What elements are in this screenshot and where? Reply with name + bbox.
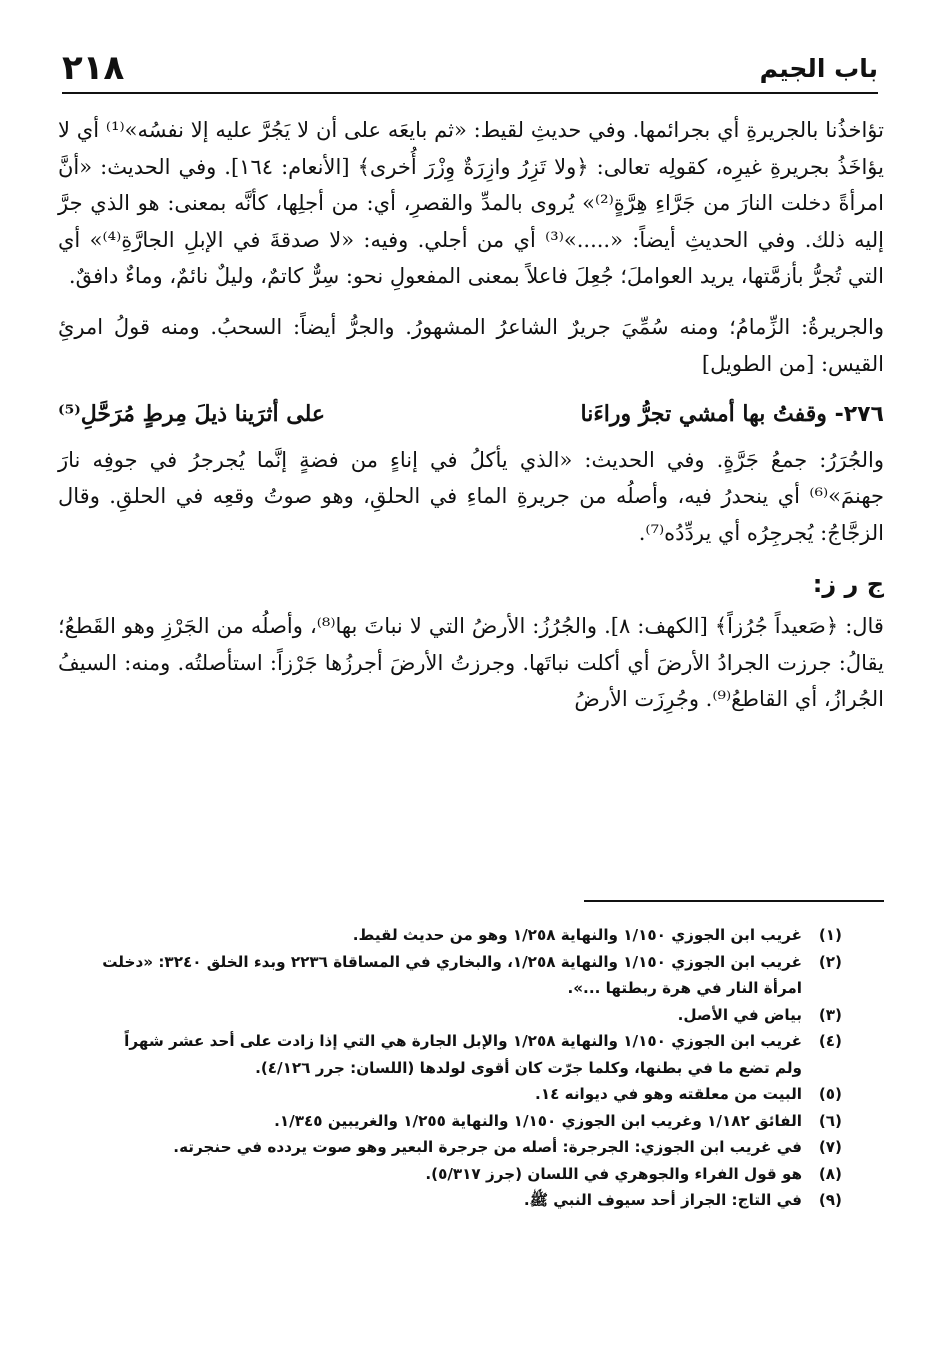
footnote xyxy=(92,1002,842,1029)
footnote-number: (١) xyxy=(818,926,842,944)
footnote-text: غريب ابن الجوزي ١/١٥٠ والنهاية ١/٢٥٨ والإبل الجارة هي التي إذا زادت على أحد عشر شهراً ولم تضع ما في بطنها، وكلما جرّت كان أقوى لولدها (اللسان: جرر ٤/١٢٦). xyxy=(124,1032,802,1077)
poetry-verse xyxy=(58,396,884,434)
footnotes xyxy=(92,922,842,1214)
footnote-number: (٤) xyxy=(818,1032,842,1050)
footnote-text: غريب ابن الجوزي ١/١٥٠ والنهاية ١/٢٥٨، والبخاري في المساقاة ٢٢٣٦ وبدء الخلق ٣٢٤٠: «دخلت امرأة النار في هرة ربطتها ...». xyxy=(102,952,802,997)
footnote-number: (٨) xyxy=(818,1164,842,1183)
footnote-text: هو قول الفراء والجوهري في اللسان (جرز ٥/٣١٧). xyxy=(425,1164,802,1183)
chapter-title: باب الجيم xyxy=(759,54,878,83)
footnote-text: غريب ابن الجوزي ١/١٥٠ والنهاية ١/٢٥٨ وهو من حديث لقيط. xyxy=(352,926,802,944)
footnote xyxy=(92,1028,842,1081)
verse-first-part xyxy=(581,396,884,434)
footnote-number: (٦) xyxy=(818,1111,842,1130)
footnote-text: في غريب ابن الجوزي: الجرجرة: أصله من جرجرة البعير وهو صوت يردده في حنجرته. xyxy=(173,1138,802,1156)
page-header xyxy=(62,48,878,94)
footnote xyxy=(92,1134,842,1161)
root-heading: ج ر ز: xyxy=(812,569,884,598)
verse-second-hemistich: على أثرَينا ذيلَ مِرطٍ مُرَحَّلِ⁽⁵⁾ xyxy=(58,401,326,428)
footnote xyxy=(92,1161,842,1188)
page-number: ٢١٨ xyxy=(62,48,125,88)
verse-number: ٢٧٦- xyxy=(834,402,884,428)
footnote xyxy=(92,949,842,1002)
footnote xyxy=(92,922,842,949)
footnote xyxy=(92,1081,842,1108)
paragraph: والجُرَرُ: جمعُ جَرَّةٍ. وفي الحديث: «الذي يأكلُ في إناءٍ من فضةٍ إنَّما يُجرجرُ في جوفِه نارَ جهنمَ»⁽⁶⁾ أي ينحدرُ فيه، وأصلُه من جريرةِ الماءِ في الحلقِ، وهو صوتُ وقعِه في الحلقِ. وقال الزجَّاجُ: يُجرجِرُه أي يردِّدُه⁽⁷⁾. xyxy=(58,447,884,545)
footnote-separator xyxy=(584,900,884,902)
footnote xyxy=(92,1187,842,1214)
paragraph: تؤاخذُنا بالجريرةِ أي بجرائمها. وفي حديثِ لقيط: «ثم بايعَه على أن لا يَجُرَّ عليه إلا نفسُه»⁽¹⁾ أي لا يؤاخَذُ بجريرةِ غيرِه، كقولِه تعالى: ﴿ولا تَزِرُ وازِرَةٌ وِزْرَ أُخرى﴾ [الأنعام: ١٦٤]. وفي الحديث: «أنَّ امرأةً دخلت النارَ من جَرَّاءِ هِرَّةٍ⁽²⁾» يُروى بالمدِّ والقصرِ، أي: من أجلِها، كأنَّه بمعنى: هو الذي جرَّ إليه ذلك. وفي الحديثِ أيضاً: «.....»⁽³⁾ أي من أجلي. وفيه: «لا صدقةَ في الإبلِ الجارَّةِ⁽⁴⁾» أي التي تُجرُّ بأزمَّتها، يريد العواملَ؛ جُعِلَ فاعلاً بمعنى المفعولِ نحو: سِرٌّ كاتمٌ، وليلٌ نائمٌ، وماءٌ دافقٌ. xyxy=(58,118,885,289)
footnote-number: (٩) xyxy=(818,1191,842,1209)
footnote-number: (٥) xyxy=(818,1085,842,1103)
main-text xyxy=(58,112,884,718)
footnote-text: في التاج: الجراز أحد سيوف النبي ﷺ. xyxy=(523,1191,802,1209)
paragraph: قال: ﴿صَعيداً جُرُزاً﴾ [الكهف: ٨]. والجُرُزُ: الأرضُ التي لا نباتَ بها⁽⁸⁾، وأصلُه من الجَرْزِ وهو القَطعُ؛ يقالُ: جرزت الجرادُ الأرضَ أي أكلت نباتَها. وجرزتُ الأرضَ أجرزُها جَرْزاً: استأصلتُه. ومنه: السيفُ الجُرازُ، أي القاطعُ⁽⁹⁾. وجُرِزَت الأرضُ xyxy=(58,614,884,712)
footnote-text: بياض في الأصل. xyxy=(677,1005,802,1024)
footnote-text: الفائق ١/١٨٢ وغريب ابن الجوزي ١/١٥٠ والنهاية ١/٢٥٥ والغريبين ١/٣٤٥. xyxy=(274,1111,802,1130)
header-rule xyxy=(62,92,878,94)
footnote-number: (٢) xyxy=(818,952,842,971)
footnote-number: (٣) xyxy=(818,1005,842,1024)
paragraph: والجريرةُ: الزِّمامُ؛ ومنه سُمِّيَ جريرٌ الشاعرُ المشهورُ. والجرُّ أيضاً: السحبُ. ومنه قولُ امرئِ القيس: [من الطويل] xyxy=(58,314,884,376)
verse-first-hemistich: وقفتُ بها أمشي تجرُّ وراءَنا xyxy=(580,401,827,428)
footnote xyxy=(92,1108,842,1135)
footnote-text: البيت من معلقته وهو في ديوانه ١٤. xyxy=(535,1085,802,1103)
footnote-number: (٧) xyxy=(818,1138,842,1156)
